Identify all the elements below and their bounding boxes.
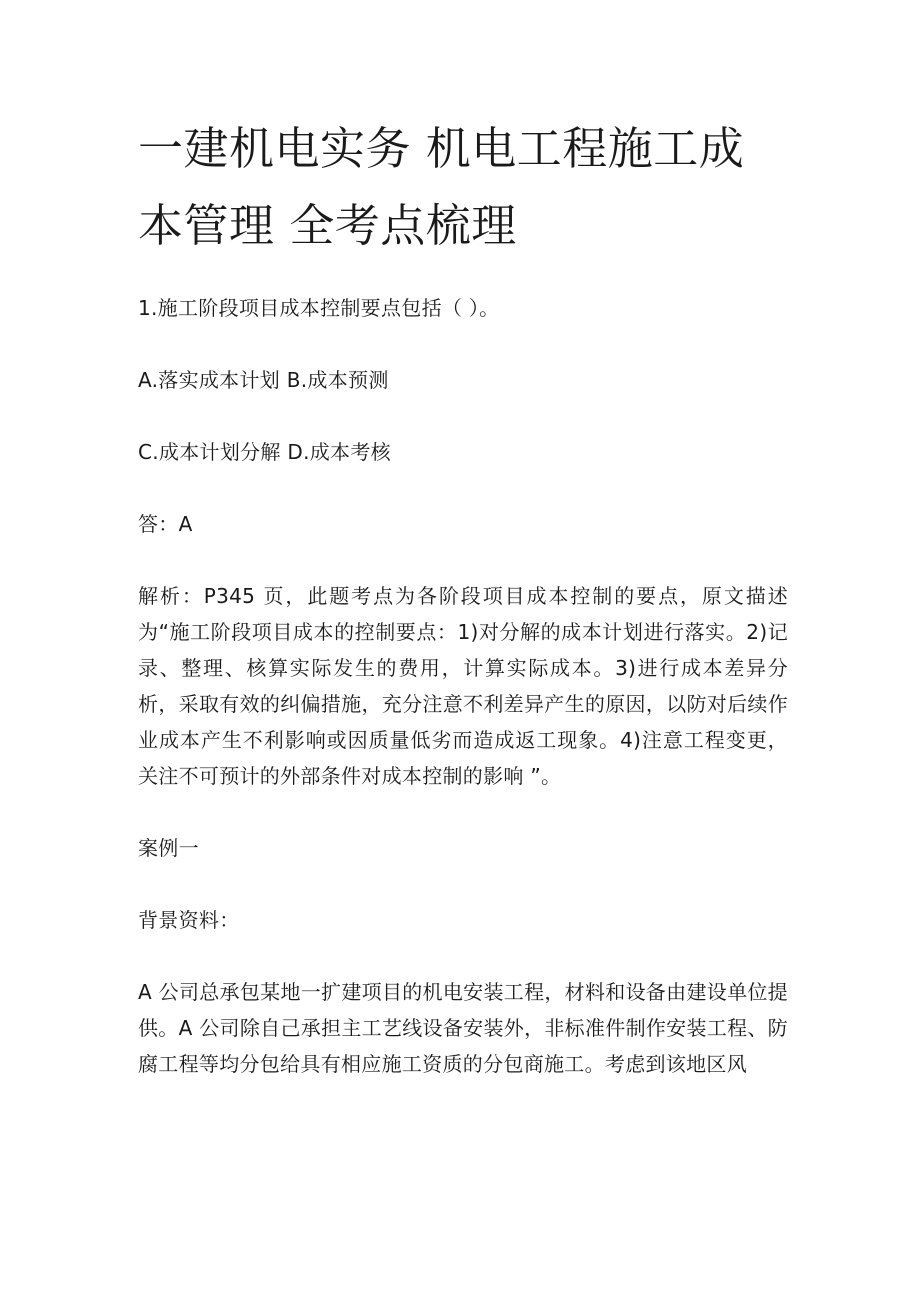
background-paragraph: A 公司总承包某地一扩建项目的机电安装工程，材料和设备由建设单位提供。A 公司除自己承担主工艺线设备安装外，非标准件制作安装工程、防腐工程等均分包给具有相应施工资质的分包商施工。考虑到该地区风 [138, 980, 788, 1076]
options-line-2: C.成本计划分解 D.成本考核 [138, 440, 391, 464]
options-line-1: A.落实成本计划 B.成本预测 [138, 368, 389, 392]
document-page [138, 110, 788, 1082]
analysis-paragraph: 解析：P345 页，此题考点为各阶段项目成本控制的要点，原文描述为“施工阶段项目成本的控制要点：1)对分解的成本计划进行落实。2)记录、整理、核算实际发生的费用，计算实际成本。3)进行成本差异分析，采取有效的纠偏措施，充分注意不利差异产生的原因，以防对后续作业成本产生不利影响或因质量低劣而造成返工现象。4)注意工程变更，关注不可预计的外部条件对成本控制的影响 ”。 [138, 584, 788, 788]
case-heading: 案例一 [138, 836, 199, 860]
page-title: 一建机电实务 机电工程施工成本管理 全考点梳理 [138, 122, 745, 252]
answer-text: 答：A [138, 512, 193, 536]
question-text: 1.施工阶段项目成本控制要点包括（ ）。 [138, 296, 500, 320]
background-heading: 背景资料： [138, 908, 240, 932]
